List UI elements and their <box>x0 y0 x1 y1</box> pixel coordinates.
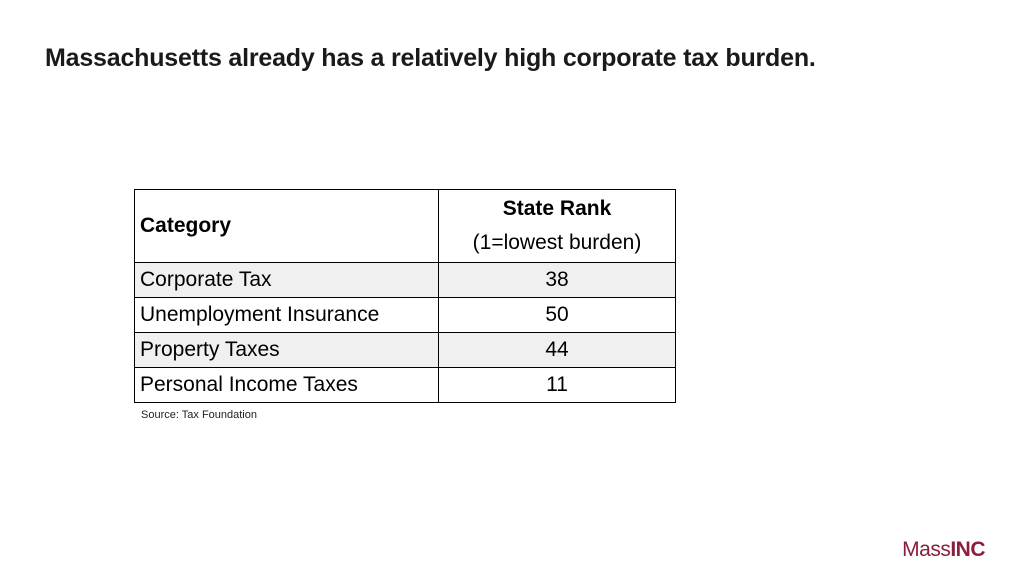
category-cell: Property Taxes <box>135 333 439 368</box>
state-rank-header-subtitle: (1=lowest burden) <box>472 231 642 254</box>
table-header-row <box>135 190 676 263</box>
state-rank-column-header <box>439 190 676 263</box>
slide-title: Massachusetts already has a relatively high corporate tax burden. <box>45 44 816 72</box>
category-cell: Corporate Tax <box>135 263 439 298</box>
category-column-header: Category <box>135 190 439 263</box>
source-note: Source: Tax Foundation <box>141 409 257 421</box>
rank-table-container <box>134 189 676 403</box>
category-cell: Personal Income Taxes <box>135 368 439 403</box>
rank-cell: 44 <box>439 333 676 368</box>
state-rank-header-title: State Rank <box>502 197 612 220</box>
table-row <box>135 368 676 403</box>
rank-cell: 38 <box>439 263 676 298</box>
massinc-logo <box>902 538 985 562</box>
logo-text-mass: Mass <box>902 538 951 561</box>
rank-table <box>134 189 676 403</box>
rank-cell: 11 <box>439 368 676 403</box>
rank-cell: 50 <box>439 298 676 333</box>
logo-text-inc: INC <box>950 538 985 561</box>
category-cell: Unemployment Insurance <box>135 298 439 333</box>
table-row <box>135 263 676 298</box>
table-row <box>135 298 676 333</box>
table-row <box>135 333 676 368</box>
